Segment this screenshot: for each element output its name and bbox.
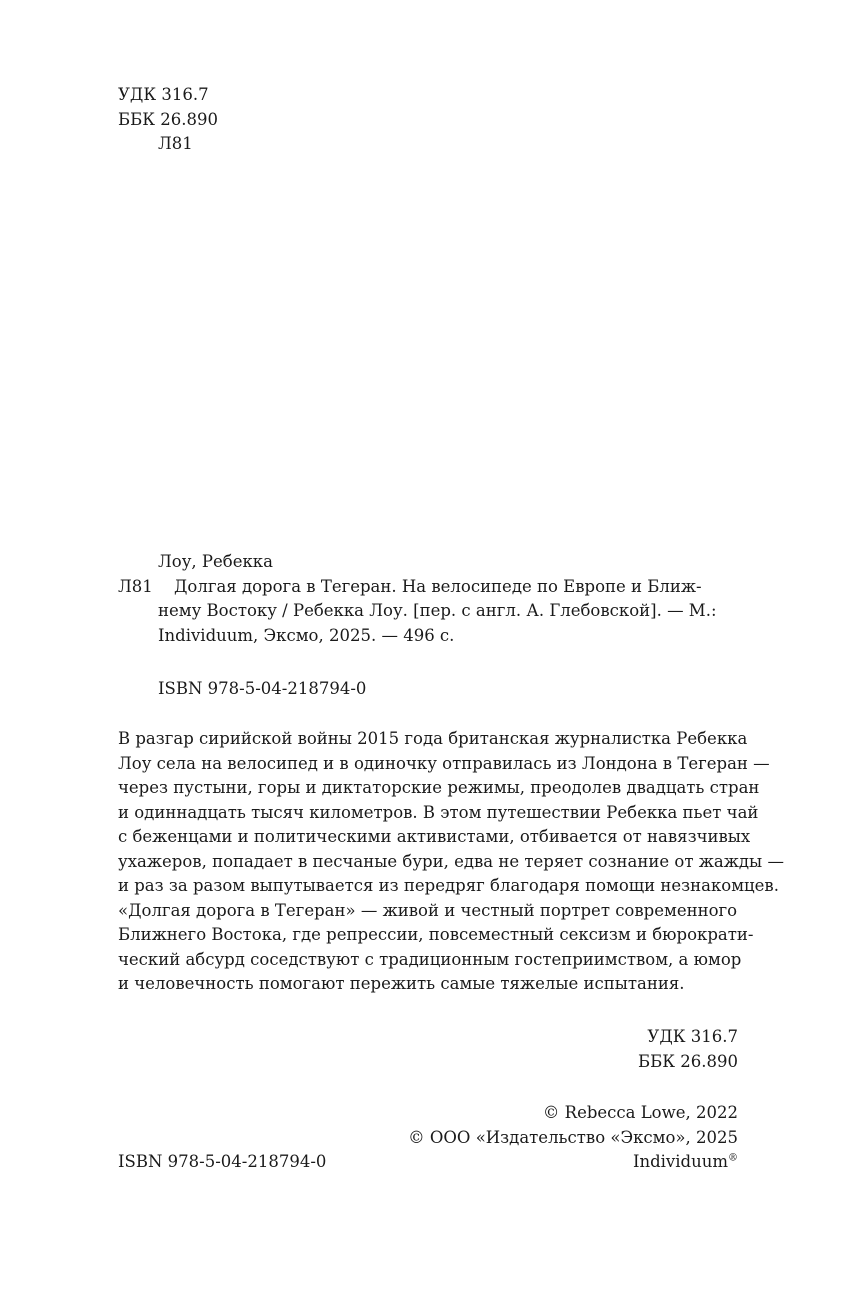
bib-line: Долгая дорога в Тегеран. На велосипеде по Европе и Ближ- <box>174 576 702 596</box>
copyright-author: © Rebecca Lowe, 2022 <box>542 1103 738 1122</box>
annotation-paragraph <box>118 727 784 997</box>
bib-line: Individuum, Эксмо, 2025. — 496 с. <box>158 625 455 645</box>
footer-bbk: ББК 26.890 <box>638 1051 738 1071</box>
imprint-line <box>408 1150 738 1175</box>
annotation-line: «Долгая дорога в Тегеран» — живой и честный портрет современного <box>118 900 738 920</box>
annotation-line: с беженцами и политическими активистами, отбивается от навязчивых <box>118 827 751 846</box>
copyright-publisher: © ООО «Издательство «Эксмо», 2025 <box>408 1127 738 1147</box>
annotation-line: и раз за разом выпутывается из передряг благодаря помощи незнакомцев. <box>118 876 779 895</box>
bibliographic-description <box>158 575 717 649</box>
footer-classification <box>638 1025 738 1074</box>
author-mark: Л81 <box>158 134 193 153</box>
footer-udk: УДК 316.7 <box>647 1027 738 1046</box>
author-name: Лоу, Ребекка <box>158 552 273 571</box>
isbn-record: ISBN 978-5-04-218794-0 <box>158 679 367 698</box>
author-mark-code: Л81 <box>118 576 153 596</box>
annotation-line: В разгар сирийской войны 2015 года британская журналистка Ребекка <box>118 729 748 748</box>
bbk-code: ББК 26.890 <box>118 109 218 129</box>
classification-block <box>118 83 218 157</box>
annotation-line: Лоу села на велосипед и в одиночку отправилась из Лондона в Тегеран — <box>118 753 770 773</box>
copyright-block <box>408 1101 738 1175</box>
annotation-line: и человечность помогают пережить самые тяжелые испытания. <box>118 974 685 993</box>
annotation-line: ухажеров, попадает в песчаные бури, едва не теряет сознание от жажды — <box>118 851 784 871</box>
annotation-line: Ближнего Востока, где репрессии, повсеместный сексизм и бюрократи- <box>118 925 754 944</box>
udk-code: УДК 316.7 <box>118 85 209 104</box>
annotation-line: и одиннадцать тысяч километров. В этом путешествии Ребекка пьет чай <box>118 802 759 822</box>
registered-mark: ® <box>728 1152 738 1164</box>
bib-line: нему Востоку / Ребекка Лоу. [пер. с англ. А. Глебовской]. — М.: <box>158 601 717 620</box>
annotation-line: через пустыни, горы и диктаторские режимы, преодолев двадцать стран <box>118 778 760 797</box>
imprint-name: Individuum <box>632 1152 728 1171</box>
annotation-line: ческий абсурд соседствуют с традиционным гостеприимством, а юмор <box>118 949 742 969</box>
footer-isbn: ISBN 978-5-04-218794-0 <box>118 1152 327 1171</box>
